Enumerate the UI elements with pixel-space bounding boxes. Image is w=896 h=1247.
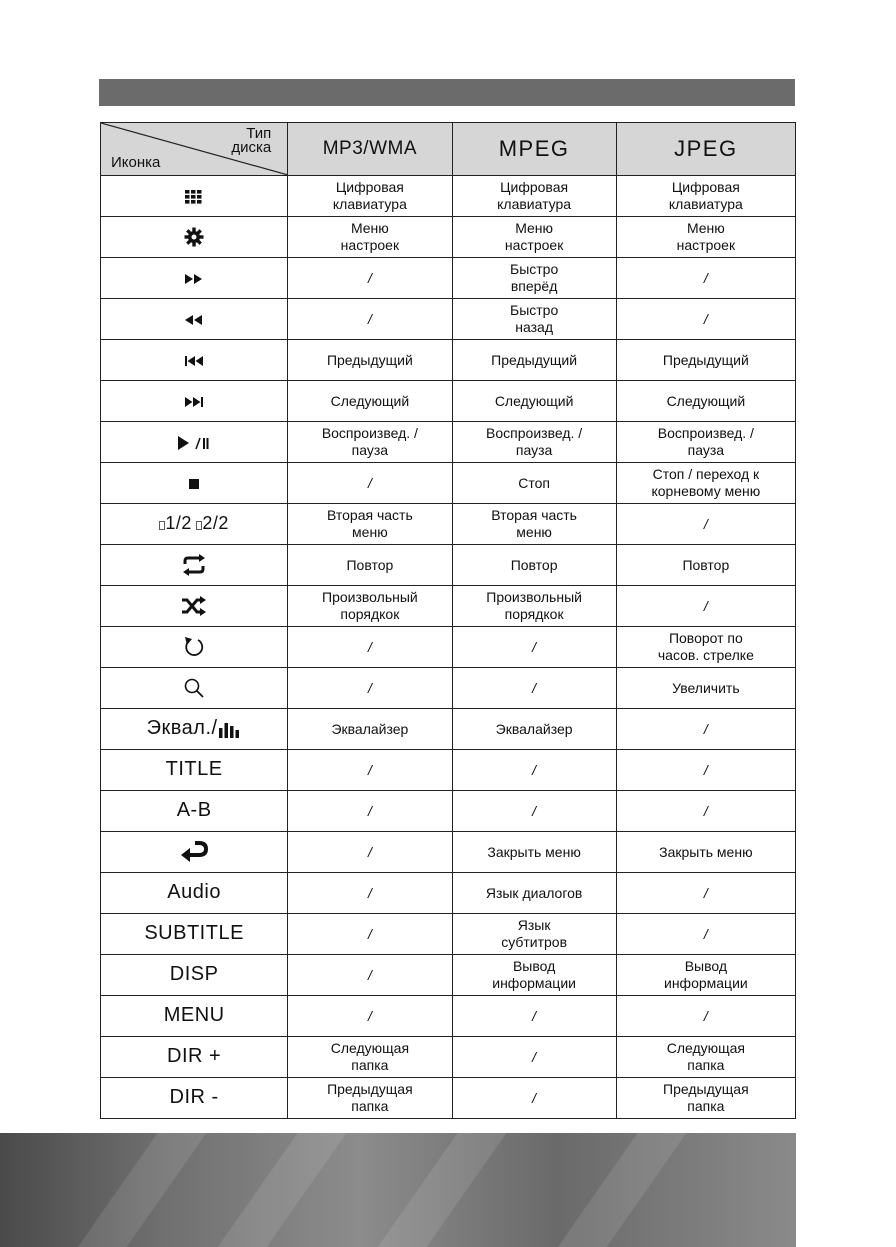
cell-mpeg: Вывод информации (452, 955, 616, 996)
icon-label: DIR + (167, 1045, 222, 1067)
zoom-icon (183, 679, 205, 695)
icon-cell (101, 422, 288, 463)
cell-mp3: / (288, 955, 452, 996)
cell-jpeg: Поворот по часов. стрелке (616, 627, 795, 668)
cell-mpeg: Быстро вперёд (452, 258, 616, 299)
cell-mp3: / (288, 750, 452, 791)
table-row (101, 955, 796, 996)
cell-mp3: Вторая часть меню (288, 504, 452, 545)
cell-mpeg: Вторая часть меню (452, 504, 616, 545)
table-row (101, 750, 796, 791)
table-row (101, 1078, 796, 1119)
icon-cell (101, 791, 288, 832)
cell-jpeg: / (616, 914, 795, 955)
table-row (101, 176, 796, 217)
table-row (101, 832, 796, 873)
icon-cell (101, 955, 288, 996)
cell-mpeg: Предыдущий (452, 340, 616, 381)
icon-cell (101, 381, 288, 422)
icon-label: 2/2 (202, 513, 229, 533)
shuffle-icon (181, 597, 207, 613)
icon-cell (101, 340, 288, 381)
cell-jpeg: / (616, 258, 795, 299)
cell-jpeg: Воспроизвед. / пауза (616, 422, 795, 463)
cell-mpeg: Быстро назад (452, 299, 616, 340)
cell-mp3: Воспроизвед. / пауза (288, 422, 452, 463)
cell-mpeg: Язык диалогов (452, 873, 616, 914)
table-row (101, 627, 796, 668)
icon-cell (101, 627, 288, 668)
cell-mpeg: / (452, 996, 616, 1037)
icon-cell (101, 258, 288, 299)
icon-label: A-B (176, 799, 212, 821)
rotate-icon (183, 638, 205, 654)
cell-jpeg: / (616, 709, 795, 750)
table-row (101, 381, 796, 422)
cell-mpeg: Воспроизвед. / пауза (452, 422, 616, 463)
icon-column-label: Иконка (111, 154, 161, 171)
column-header-mpeg: MPEG (452, 123, 616, 176)
cell-mpeg: Цифровая клавиатура (452, 176, 616, 217)
cell-jpeg: Следующая папка (616, 1037, 795, 1078)
cell-jpeg: / (616, 586, 795, 627)
cell-mp3: Цифровая клавиатура (288, 176, 452, 217)
cell-mp3: / (288, 996, 452, 1037)
icon-cell (101, 299, 288, 340)
gear-icon (184, 228, 204, 244)
icon-cell (101, 463, 288, 504)
table-row (101, 914, 796, 955)
icon-cell (101, 217, 288, 258)
cell-mpeg: Закрыть меню (452, 832, 616, 873)
cell-mp3: / (288, 832, 452, 873)
fast-forward-icon (184, 270, 204, 286)
return-icon (179, 843, 209, 859)
cell-jpeg: Цифровая клавиатура (616, 176, 795, 217)
cell-jpeg: Следующий (616, 381, 795, 422)
table-row (101, 873, 796, 914)
icon-label: DIR - (169, 1086, 219, 1108)
cell-jpeg: Меню настроек (616, 217, 795, 258)
section-header-bar (99, 79, 795, 106)
column-header-jpeg: JPEG (616, 123, 795, 176)
cell-jpeg: Предыдущая папка (616, 1078, 795, 1119)
cell-mp3: Произвольный порядкок (288, 586, 452, 627)
table-row (101, 463, 796, 504)
icon-cell (101, 750, 288, 791)
icon-cell (101, 504, 288, 545)
cell-jpeg: Увеличить (616, 668, 795, 709)
cell-mp3: / (288, 258, 452, 299)
cell-mp3: Предыдущая папка (288, 1078, 452, 1119)
cell-mpeg: Произвольный порядкок (452, 586, 616, 627)
cell-mp3: / (288, 463, 452, 504)
icon-label: DISP (169, 963, 219, 985)
corner-header-cell (101, 123, 288, 176)
table-row (101, 340, 796, 381)
table-row (101, 586, 796, 627)
cell-jpeg: Повтор (616, 545, 795, 586)
cell-mpeg: Следующий (452, 381, 616, 422)
cell-jpeg: / (616, 750, 795, 791)
cell-mp3: Повтор (288, 545, 452, 586)
cell-mpeg: / (452, 750, 616, 791)
disc-type-label: Тип диска (231, 125, 272, 156)
table-row (101, 791, 796, 832)
table-row (101, 668, 796, 709)
cell-mp3: / (288, 791, 452, 832)
cell-mpeg: Меню настроек (452, 217, 616, 258)
repeat-icon (181, 556, 207, 572)
table-row (101, 258, 796, 299)
cell-jpeg: / (616, 791, 795, 832)
table-header-row (101, 123, 796, 176)
decorative-bottom-band (0, 1133, 796, 1247)
icon-cell (101, 1037, 288, 1078)
cell-jpeg: / (616, 996, 795, 1037)
table-row (101, 504, 796, 545)
cell-mpeg: / (452, 1037, 616, 1078)
cell-mpeg: / (452, 627, 616, 668)
icon-cell (101, 996, 288, 1037)
stop-icon (188, 475, 200, 491)
equalizer-icon (218, 721, 242, 737)
cell-mp3: Меню настроек (288, 217, 452, 258)
icon-label: 1/2 (165, 513, 192, 533)
icon-cell (101, 873, 288, 914)
cell-mpeg: / (452, 791, 616, 832)
icon-cell (101, 176, 288, 217)
cell-mpeg: Повтор (452, 545, 616, 586)
previous-track-icon (184, 352, 204, 368)
cell-mp3: / (288, 668, 452, 709)
column-header-mp3: MP3/WMA (288, 123, 452, 176)
cell-mp3: Следующая папка (288, 1037, 452, 1078)
icon-label: MENU (163, 1004, 225, 1026)
cell-mpeg: / (452, 1078, 616, 1119)
table-row (101, 709, 796, 750)
play-pause-icon (177, 434, 211, 450)
icon-label: SUBTITLE (144, 922, 244, 944)
icon-cell (101, 668, 288, 709)
cell-jpeg: Стоп / переход к корневому меню (616, 463, 795, 504)
icon-cell (101, 832, 288, 873)
next-track-icon (184, 393, 204, 409)
cell-mpeg: / (452, 668, 616, 709)
cell-jpeg: Закрыть меню (616, 832, 795, 873)
icon-cell (101, 709, 288, 750)
cell-mpeg: Эквалайзер (452, 709, 616, 750)
icon-cell (101, 586, 288, 627)
cell-mp3: / (288, 873, 452, 914)
rewind-icon (184, 311, 204, 327)
table-row (101, 996, 796, 1037)
cell-mp3: / (288, 914, 452, 955)
icon-cell (101, 545, 288, 586)
table-row (101, 217, 796, 258)
table-row (101, 299, 796, 340)
cell-jpeg: / (616, 504, 795, 545)
cell-jpeg: Предыдущий (616, 340, 795, 381)
function-table (100, 122, 796, 1119)
icon-cell (101, 1078, 288, 1119)
cell-mpeg: Стоп (452, 463, 616, 504)
cell-jpeg: Вывод информации (616, 955, 795, 996)
cell-mp3: Предыдущий (288, 340, 452, 381)
cell-mp3: Эквалайзер (288, 709, 452, 750)
icon-label: TITLE (165, 758, 223, 780)
table-row (101, 545, 796, 586)
icon-label: Audio (167, 881, 221, 903)
cell-jpeg: / (616, 873, 795, 914)
keypad-icon (185, 188, 203, 204)
table-row (101, 1037, 796, 1078)
cell-mp3: Следующий (288, 381, 452, 422)
cell-jpeg: / (616, 299, 795, 340)
cell-mp3: / (288, 627, 452, 668)
table-row (101, 422, 796, 463)
cell-mpeg: Язык субтитров (452, 914, 616, 955)
cell-mp3: / (288, 299, 452, 340)
icon-cell (101, 914, 288, 955)
icon-label: Эквал./ (146, 716, 218, 739)
